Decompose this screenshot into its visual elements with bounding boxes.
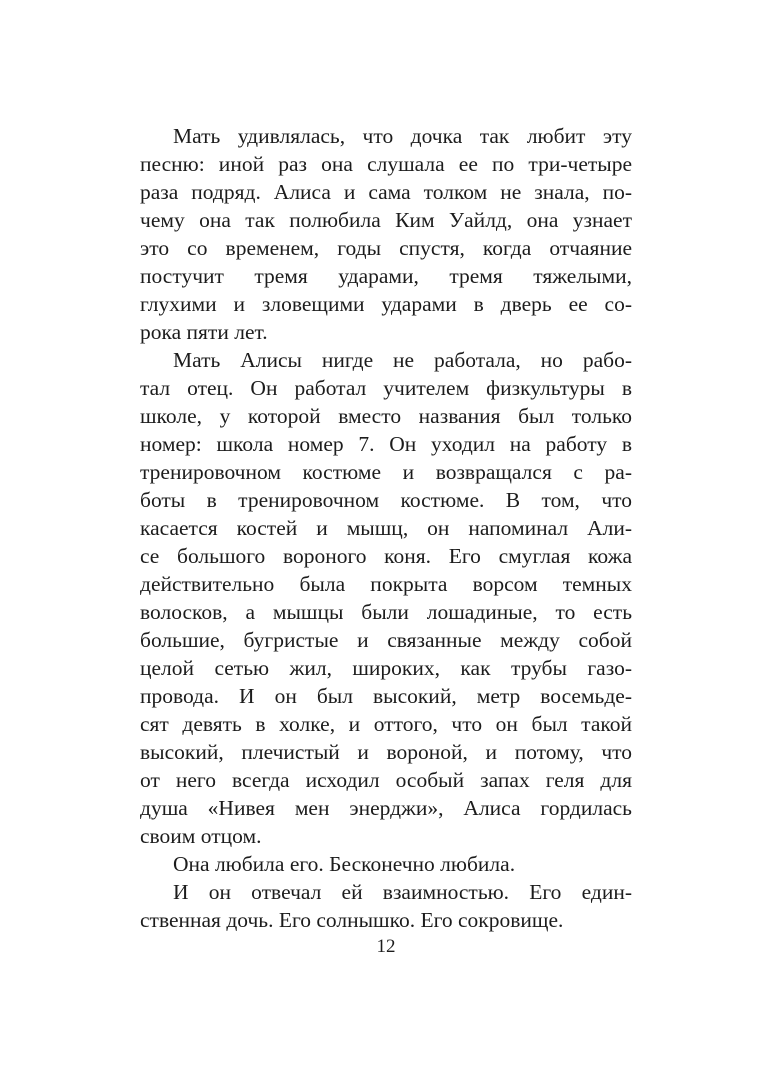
text-line: Мать удивлялась, что дочка так любит эту [173,124,632,148]
text-line: школе, у которой вместо названия был только [140,404,632,428]
paragraph [140,122,632,346]
text-line: раза подряд. Алиса и сама толком не знала, по- [140,180,632,204]
paragraph [140,850,632,878]
text-line: се большого вороного коня. Его смуглая кожа [140,544,632,568]
paragraph [140,878,632,934]
paragraph [140,346,632,850]
text-line: сят девять в холке, и оттого, что он был такой [140,712,632,736]
text-line: чему она так полюбила Ким Уайлд, она узнает [140,208,632,232]
text-line: Мать Алисы нигде не работала, но рабо- [173,348,632,372]
text-line: постучит тремя ударами, тремя тяжелыми, [140,264,632,288]
text-line: своим отцом. [140,824,262,848]
text-line: провода. И он был высокий, метр восемьде- [140,684,632,708]
text-line: действительно была покрыта ворсом темных [140,572,632,596]
text-line: Она любила его. Бесконечно любила. [173,852,516,876]
text-line: тренировочном костюме и возвращался с ра- [140,460,632,484]
text-block [140,122,632,934]
text-line: ственная дочь. Его солнышко. Его сокровище. [140,908,564,932]
text-line: боты в тренировочном костюме. В том, что [140,488,632,512]
text-line: И он отвечал ей взаимностью. Его един- [173,880,632,904]
text-line: душа «Нивея мен энерджи», Алиса гордилась [140,796,632,820]
text-line: тал отец. Он работал учителем физкультуры в [140,376,632,400]
text-line: номер: школа номер 7. Он уходил на работу в [140,432,632,456]
text-line: глухими и зловещими ударами в дверь ее со- [140,292,632,316]
text-line: от него всегда исходил особый запах геля для [140,768,632,792]
page-number: 12 [376,936,396,957]
text-line: волосков, а мышцы были лошадиные, то есть [140,600,632,624]
text-line: целой сетью жил, широких, как трубы газо- [140,656,632,680]
text-line: касается костей и мышц, он напоминал Али- [140,516,632,540]
text-line: это со временем, годы спустя, когда отчаяние [140,236,632,260]
text-line: большие, бугристые и связанные между собой [140,628,632,652]
text-line: высокий, плечистый и вороной, и потому, что [140,740,632,764]
text-line: рока пяти лет. [140,320,268,344]
text-line: песню: иной раз она слушала ее по три-четыре [140,152,632,176]
